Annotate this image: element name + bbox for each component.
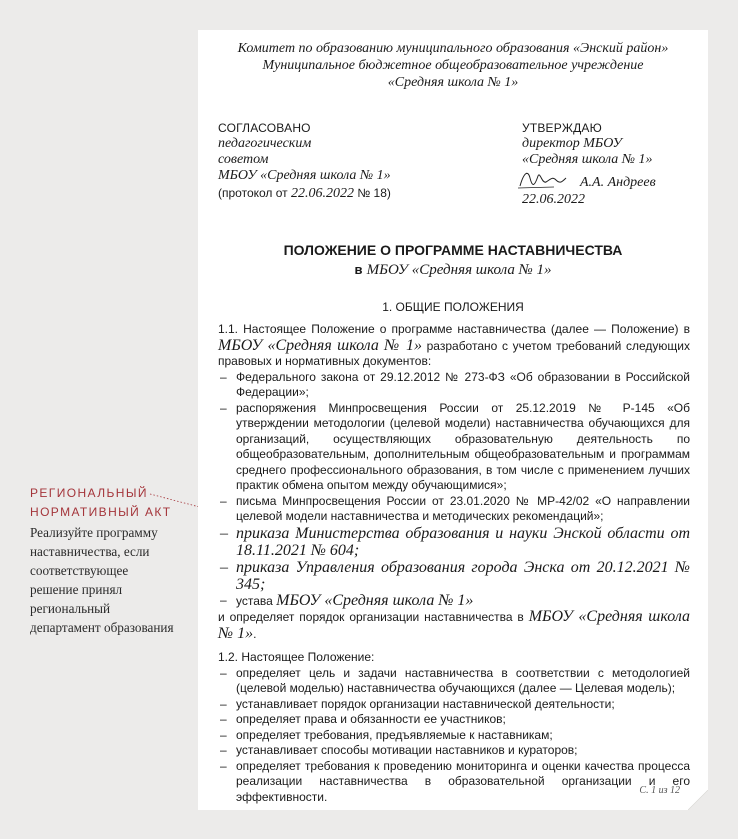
subtitle-org: МБОУ «Средняя школа № 1» bbox=[366, 262, 552, 278]
header-school: «Средняя школа № 1» bbox=[387, 75, 519, 90]
list-item: – Федерального закона от 29.12.2012 № 273-ФЗ «Об образовании в Российской Федерации»; bbox=[218, 370, 690, 401]
list-item: – определяет цель и задачи наставничества в соответствии с методологией (целевой моделью) наставничества обучающихся (далее — Целевая модель); bbox=[218, 666, 690, 697]
approved-date: 22.06.2022 bbox=[522, 192, 585, 207]
list-item: – определяет права и обязанности ее участников; bbox=[218, 712, 690, 728]
list-item-local-order: – приказа Управления образования города Энска от 20.12.2021 № 345; bbox=[218, 559, 690, 593]
header-committee: Комитет по образованию муниципального образования «Энский район» bbox=[237, 41, 669, 56]
approved-line2: «Средняя школа № 1» bbox=[522, 152, 653, 167]
agreed-protocol: (протокол от 22.06.2022 № 18) bbox=[218, 186, 391, 201]
approved-label: УТВЕРЖДАЮ bbox=[522, 121, 602, 135]
margin-note-text: Реализуйте программу наставничества, если соответствующее решение принял региональный департамент образования bbox=[30, 525, 174, 635]
agreed-line1: педагогическим bbox=[218, 136, 312, 151]
list-item: – распоряжения Минпросвещения России от 25.12.2019 № Р-145 «Об утверждении методологии (целевой модели) наставничества обучающихся для организаций, осуществляющих образовательную деятельность по общеобразовательным, дополнительным общеобразовательным и программам среднего профессионального образования, в том числе с применением лучших практик обмена опытом между обучающимися»; bbox=[218, 401, 690, 494]
list-item-regional-order: – приказа Министерства образования и науки Энской области от 18.11.2021 № 604; bbox=[218, 525, 690, 559]
list-item: – определяет требования, предъявляемые к наставникам; bbox=[218, 728, 690, 744]
paragraph-1-1: 1.1. Настоящее Положение о программе наставничества (далее — Положение) в МБОУ «Средняя школа № 1» разработано с учетом требований следующих правовых и нормативных документов: bbox=[218, 322, 691, 368]
org-name: МБОУ «Средняя школа № 1» bbox=[218, 336, 422, 354]
margin-note-title-1: РЕГИОНАЛЬНЫЙ bbox=[30, 486, 148, 500]
list-item: – устанавливает порядок организации наставнической деятельности; bbox=[218, 697, 690, 713]
document-body bbox=[218, 322, 690, 805]
approved-signature-line bbox=[522, 168, 656, 192]
document-subtitle: в МБОУ «Средняя школа № 1» bbox=[354, 262, 552, 278]
margin-note-title-2: НОРМАТИВНЫЙ АКТ bbox=[30, 505, 172, 519]
list-item: – определяет требования к проведению мониторинга и оценки качества процесса реализации наставничества в образовательной организации и его эффективности. bbox=[218, 759, 690, 806]
agreed-line2: советом bbox=[218, 152, 269, 167]
paragraph-1-2: 1.2. Настоящее Положение: bbox=[218, 650, 375, 664]
section-heading: 1. ОБЩИЕ ПОЛОЖЕНИЯ bbox=[382, 300, 524, 314]
legal-documents-list bbox=[218, 370, 690, 610]
signature-icon bbox=[516, 168, 568, 192]
document-page bbox=[198, 30, 708, 810]
list-item: – устанавливает способы мотивации наставников и кураторов; bbox=[218, 743, 690, 759]
header-institution: Муниципальное бюджетное общеобразовательное учреждение bbox=[262, 58, 644, 73]
agreed-line3: МБОУ «Средняя школа № 1» bbox=[218, 168, 391, 183]
agreed-label: СОГЛАСОВАНО bbox=[218, 121, 311, 135]
paragraph-1-1-end: и определяет порядок организации наставничества в МБОУ «Средняя школа № 1». bbox=[218, 608, 690, 642]
director-name: А.А. Андреев bbox=[580, 175, 656, 190]
document-title: ПОЛОЖЕНИЕ О ПРОГРАММЕ НАСТАВНИЧЕСТВА bbox=[283, 242, 623, 258]
margin-note bbox=[30, 484, 175, 637]
document-header bbox=[198, 40, 708, 91]
approved-line1: директор МБОУ bbox=[522, 136, 622, 151]
list-item: – письма Минпросвещения России от 23.01.2020 № МР-42/02 «О направлении целевой модели наставничества и методических рекомендаций»; bbox=[218, 494, 690, 525]
approved-block bbox=[522, 120, 656, 208]
list-item-charter: – устава МБОУ «Средняя школа № 1» bbox=[218, 593, 690, 610]
agreed-block bbox=[218, 120, 391, 202]
page-number: С. 1 из 12 bbox=[639, 785, 680, 796]
protocol-date: 22.06.2022 bbox=[290, 186, 354, 201]
provisions-list bbox=[218, 666, 690, 806]
page-fold-corner bbox=[688, 790, 708, 810]
